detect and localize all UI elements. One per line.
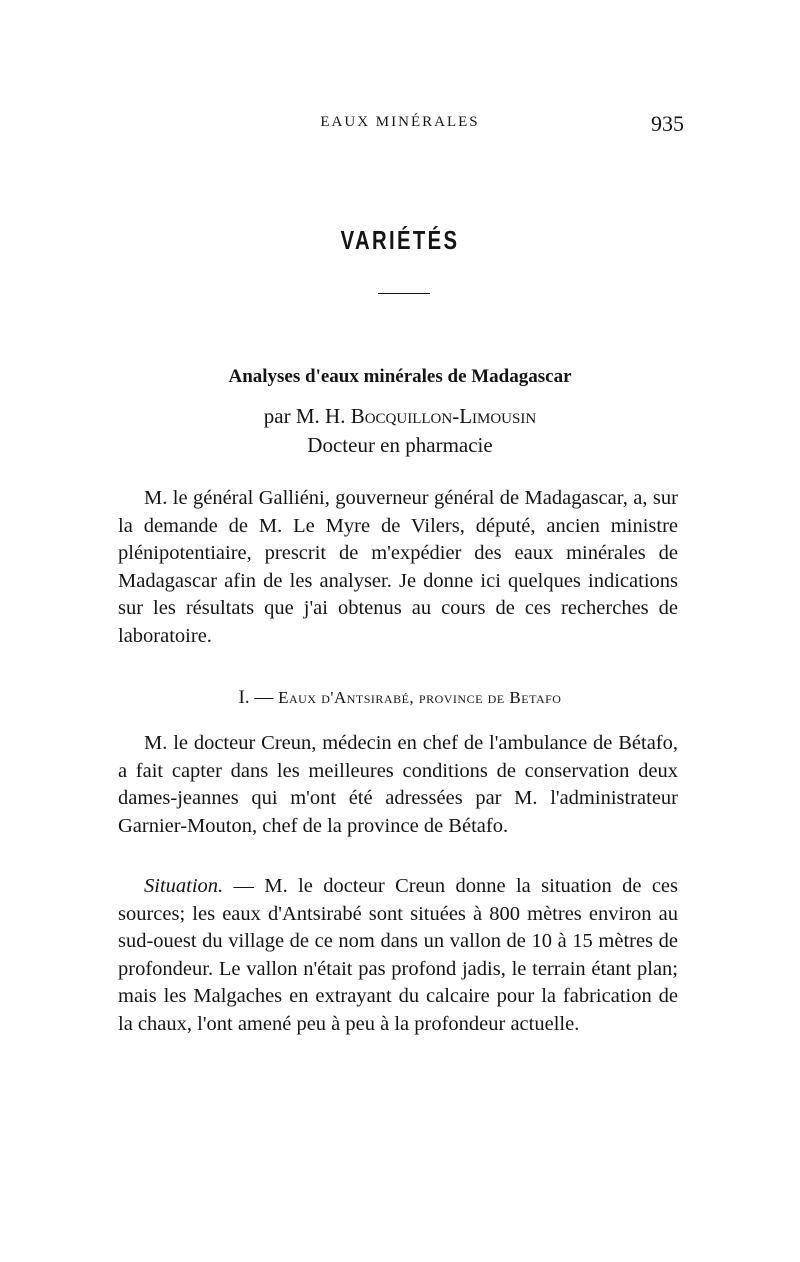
subsection-number: I. —: [238, 687, 279, 708]
intro-paragraph: [118, 485, 678, 651]
author-name: Bocquillon-Limousin: [350, 404, 537, 428]
paragraph-3-lead: Situation.: [144, 875, 224, 897]
author-line: [0, 404, 800, 429]
article-title: Analyses d'eaux minérales de Madagascar: [228, 366, 572, 387]
intro-paragraph-text: M. le général Galliéni, gouverneur général de Madagascar, a, sur la demande de M. Le Myre de Vilers, député, ancien ministre plénipotentiaire, prescrit de m'expédier des eaux minérales de Madagascar afin de les analyser. Je donne ici quelques indications sur les résultats que j'ai obtenus au cours de ces recherches de laboratoire.: [118, 487, 678, 647]
subsection-heading: [0, 687, 800, 709]
paragraph-3: [118, 873, 678, 1039]
section-title: VARIÉTÉS: [340, 225, 460, 255]
paragraph-2: [118, 730, 678, 840]
paragraph-2-text: M. le docteur Creun, médecin en chef de l'ambulance de Bétafo, a fait capter dans les meilleures conditions de conservation deux dames-jeannes qui m'ont été adressées par M. l'administrateur Garnier-Mouton, chef de la province de Bétafo.: [118, 732, 678, 837]
author-title: Docteur en pharmacie: [307, 433, 493, 457]
running-head: EAUX MINÉRALES: [320, 114, 480, 130]
author-prefix: par M. H.: [263, 404, 351, 428]
page-number: 935: [651, 111, 684, 136]
paragraph-3-text: — M. le docteur Creun donne la situation de ces sources; les eaux d'Antsirabé sont situées à 800 mètres environ au sud-ouest du village de ce nom dans un vallon de 10 à 15 mètres de profondeur. Le vallon n'était pas profond jadis, le terrain étant plan; mais les Malgaches en extrayant du calcaire pour la fabrication de la chaux, l'ont amené peu à peu à la profondeur actuelle.: [118, 875, 678, 1035]
subsection-title: Eaux d'Antsirabé, province de Betafo: [278, 688, 562, 707]
title-rule: [378, 293, 430, 294]
